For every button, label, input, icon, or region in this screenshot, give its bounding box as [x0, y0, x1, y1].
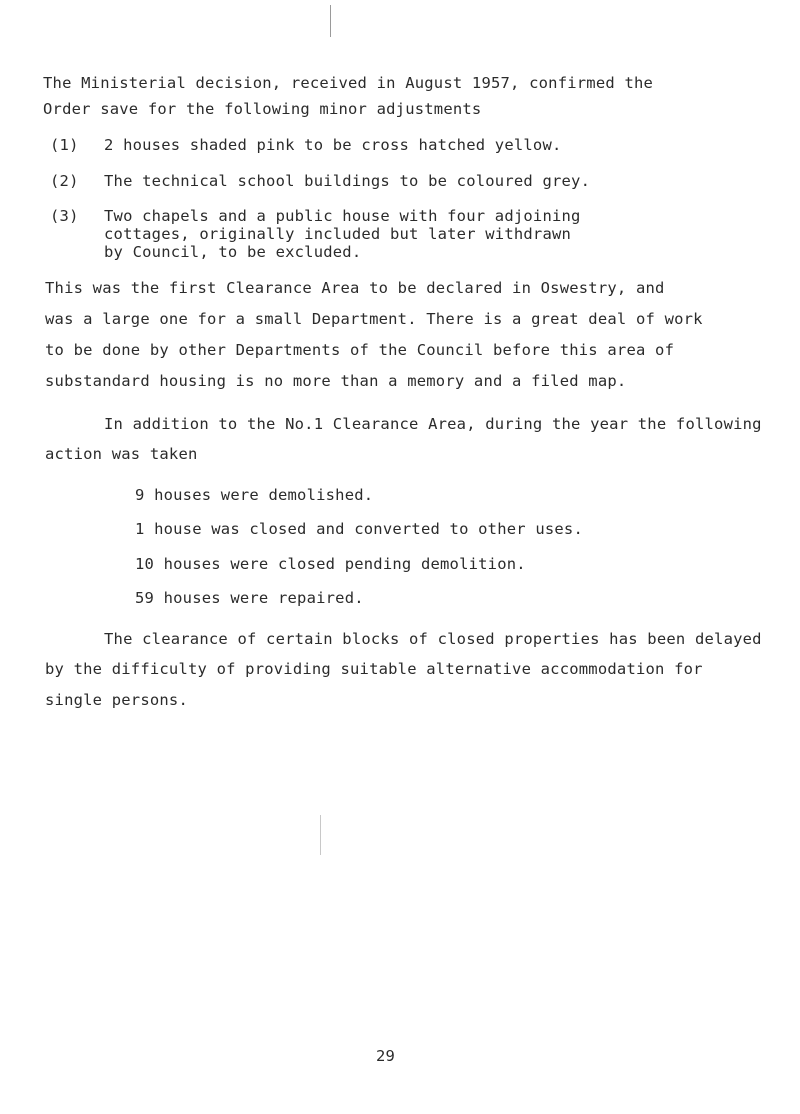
action-item-2: 1 house was closed and converted to other uses.	[135, 520, 583, 538]
list-1-item-3-number: (3)	[50, 207, 79, 225]
page-number: 29	[376, 1047, 396, 1065]
paragraph-1-line-2: Order save for the following minor adjustments	[43, 100, 482, 118]
list-1-item-3-line-3: by Council, to be excluded.	[104, 243, 362, 261]
action-item-4: 59 houses were repaired.	[135, 589, 364, 607]
list-1-item-2-text: The technical school buildings to be coloured grey.	[104, 172, 591, 190]
paragraph-4-line-3: single persons.	[45, 691, 188, 709]
paragraph-2-line-2: was a large one for a small Department. There is a great deal of work	[45, 310, 703, 328]
paragraph-3-line-2: action was taken	[45, 445, 198, 463]
list-1-item-1-number: (1)	[50, 136, 79, 154]
scan-mark	[330, 5, 331, 37]
list-1-item-2-number: (2)	[50, 172, 79, 190]
paragraph-2-line-4: substandard housing is no more than a memory and a filed map.	[45, 372, 627, 390]
paragraph-4-line-2: by the difficulty of providing suitable alternative accommodation for	[45, 660, 703, 678]
paragraph-2-line-3: to be done by other Departments of the Council before this area of	[45, 341, 675, 359]
list-1-item-3-line-1: Two chapels and a public house with four adjoining	[104, 207, 581, 225]
paragraph-2-line-1: This was the first Clearance Area to be declared in Oswestry, and	[45, 279, 665, 297]
list-1-item-3-line-2: cottages, originally included but later withdrawn	[104, 225, 572, 243]
action-item-3: 10 houses were closed pending demolition.	[135, 555, 526, 573]
scan-mark	[320, 815, 321, 855]
paragraph-4-line-1: The clearance of certain blocks of closed properties has been delayed	[104, 630, 762, 648]
paragraph-1-line-1: The Ministerial decision, received in August 1957, confirmed the	[43, 74, 654, 92]
list-1-item-1-text: 2 houses shaded pink to be cross hatched yellow.	[104, 136, 562, 154]
paragraph-3-line-1: In addition to the No.1 Clearance Area, during the year the following	[104, 415, 762, 433]
action-item-1: 9 houses were demolished.	[135, 486, 374, 504]
